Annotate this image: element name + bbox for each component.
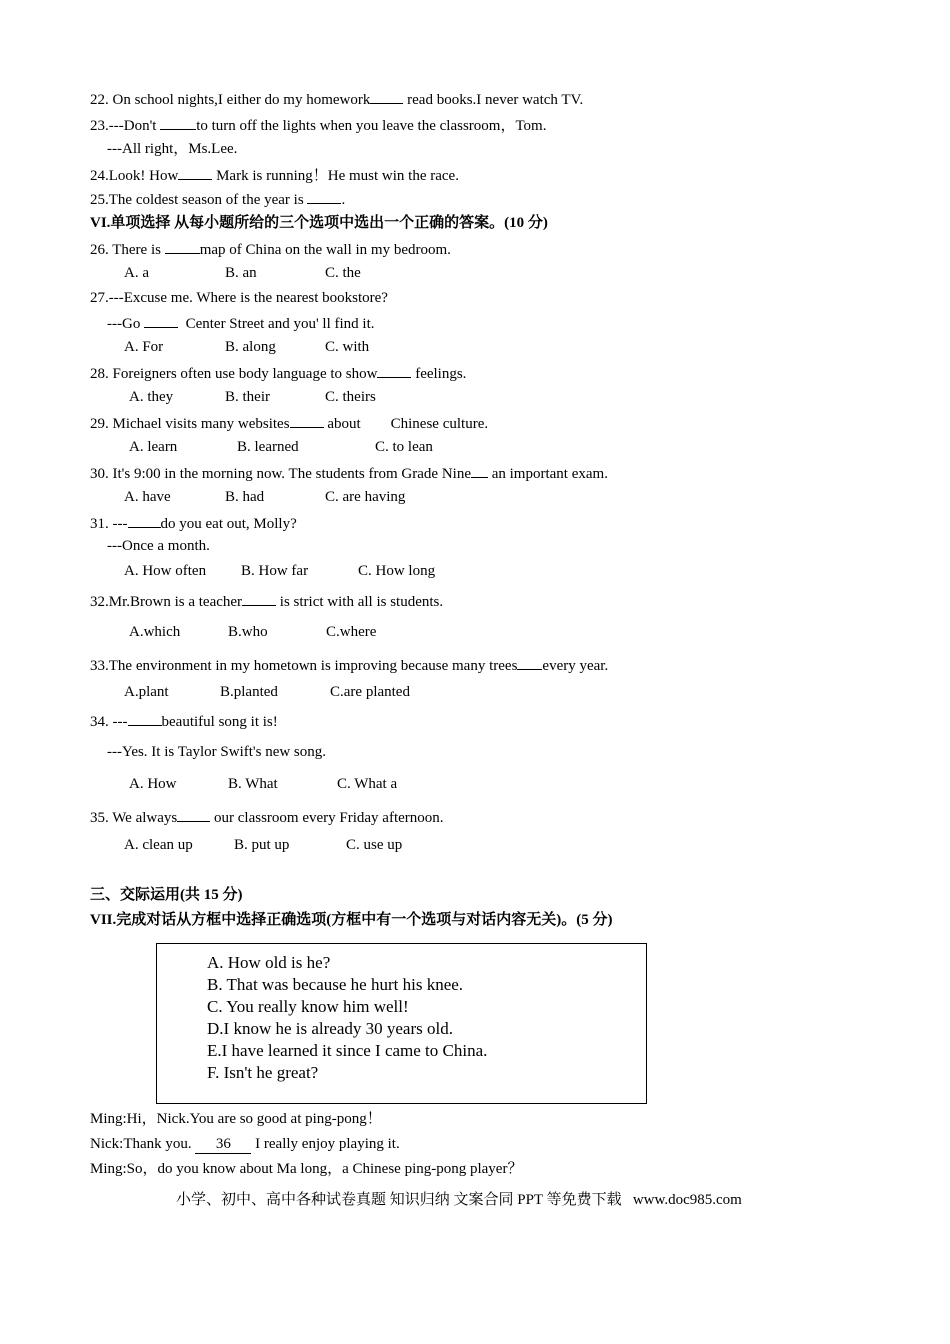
q29-text-b: about Chinese culture. <box>323 416 489 432</box>
q27-text-c: Center Street and you' ll find it. <box>178 316 375 332</box>
question-32 <box>90 591 443 611</box>
q30-option-c: C. are having <box>325 489 406 505</box>
q22-text-a: 22. On school nights,I either do my homework <box>90 92 371 108</box>
q25-text-a: 25.The coldest season of the year is <box>90 192 308 208</box>
q33-text-b: every year. <box>542 658 609 674</box>
q33-text-a: 33.The environment in my hometown is improving because many trees <box>90 658 518 674</box>
blank <box>242 591 276 606</box>
question-29 <box>90 413 488 433</box>
question-31 <box>90 513 297 533</box>
question-23-reply: ---All right，Ms.Lee. <box>107 141 238 157</box>
q34-option-c: C. What a <box>337 776 398 792</box>
q30-text-b: an important exam. <box>487 466 608 482</box>
blank <box>370 89 403 104</box>
q28-option-b: B. their <box>225 389 270 405</box>
q28-text-b: feelings. <box>411 366 467 382</box>
q29-option-c: C. to lean <box>375 439 433 455</box>
q32-text-a: 32.Mr.Brown is a teacher <box>90 594 243 610</box>
q25-text-b: . <box>341 192 346 208</box>
q35-option-c: C. use up <box>346 837 403 853</box>
blank <box>471 463 488 478</box>
q27-option-b: B. along <box>225 339 276 355</box>
q23-text-b: to turn off the lights when you leave the classroom，Tom. <box>196 118 547 134</box>
q31-text-a: 31. --- <box>90 516 128 532</box>
q26-text-b: map of China on the wall in my bedroom. <box>199 242 451 258</box>
dialog-line-2 <box>90 1135 400 1154</box>
blank <box>290 413 324 428</box>
box-option-c: C. You really know him well! <box>207 997 409 1016</box>
q28-option-c: C. theirs <box>325 389 376 405</box>
q27-text-b: ---Go <box>107 316 145 332</box>
q35-text-a: 35. We always <box>90 810 178 826</box>
q31-option-b: B. How far <box>241 563 309 579</box>
blank-36: 36 <box>195 1135 251 1154</box>
q33-option-a: A.plant <box>124 684 169 700</box>
q26-option-a: A. a <box>124 265 149 281</box>
part-3-title: 三、交际运用(共 15 分) <box>90 887 243 903</box>
q30-option-a: A. have <box>124 489 171 505</box>
blank <box>165 239 200 254</box>
box-option-d: D.I know he is already 30 years old. <box>207 1019 453 1038</box>
dialog-line-2-text-a: Nick:Thank you. <box>90 1136 196 1152</box>
q34-option-a: A. How <box>129 776 177 792</box>
q33-option-b: B.planted <box>220 684 278 700</box>
blank <box>144 313 178 328</box>
q29-option-b: B. learned <box>237 439 299 455</box>
question-28 <box>90 363 466 383</box>
q32-option-c: C.where <box>326 624 377 640</box>
question-26 <box>90 239 451 259</box>
q27-option-c: C. with <box>325 339 370 355</box>
question-27-reply <box>107 313 375 333</box>
q27-option-a: A. For <box>124 339 164 355</box>
q29-text-a: 29. Michael visits many websites <box>90 416 290 432</box>
section-6-title: VI.单项选择 从每小题所给的三个选项中选出一个正确的答案。(10 分) <box>90 215 548 231</box>
question-30 <box>90 463 608 483</box>
options-box <box>156 943 647 1104</box>
q30-option-b: B. had <box>225 489 265 505</box>
q33-option-c: C.are planted <box>330 684 410 700</box>
blank <box>307 189 341 204</box>
q32-text-b: is strict with all is students. <box>276 594 444 610</box>
blank <box>177 807 210 822</box>
question-31-reply: ---Once a month. <box>107 538 210 554</box>
q29-option-a: A. learn <box>129 439 178 455</box>
question-22 <box>90 89 583 109</box>
footer-text: 小学、初中、高中各种试卷真题 知识归纳 文案合同 PPT 等免费下载 www.doc985.com <box>176 1192 742 1208</box>
q26-option-b: B. an <box>225 265 257 281</box>
q34-text-a: 34. --- <box>90 714 128 730</box>
box-option-e: E.I have learned it since I came to China. <box>207 1041 488 1060</box>
blank <box>377 363 411 378</box>
q24-text-a: 24.Look! How <box>90 168 179 184</box>
blank <box>128 513 161 528</box>
blank <box>178 165 212 180</box>
question-24 <box>90 165 459 185</box>
q32-option-a: A.which <box>129 624 181 640</box>
q26-option-c: C. the <box>325 265 361 281</box>
box-option-b: B. That was because he hurt his knee. <box>207 975 464 994</box>
q31-option-c: C. How long <box>358 563 436 579</box>
q35-text-b: our classroom every Friday afternoon. <box>210 810 444 826</box>
q23-text-a: 23.---Don't <box>90 118 161 134</box>
question-34 <box>90 711 278 731</box>
question-34-reply: ---Yes. It is Taylor Swift's new song. <box>107 744 327 760</box>
q26-text-a: 26. There is <box>90 242 165 258</box>
q34-text-b: beautiful song it is! <box>161 714 278 730</box>
q24-text-b: Mark is running！He must win the race. <box>212 168 459 184</box>
question-25 <box>90 189 345 209</box>
q32-option-b: B.who <box>228 624 268 640</box>
question-27: 27.---Excuse me. Where is the nearest bookstore? <box>90 290 388 306</box>
q35-option-b: B. put up <box>234 837 290 853</box>
dialog-line-3: Ming:So，do you know about Ma long，a Chinese ping-pong player？ <box>90 1161 523 1177</box>
q30-text-a: 30. It's 9:00 in the morning now. The students from Grade Nine <box>90 466 471 482</box>
question-35 <box>90 807 444 827</box>
box-option-a: A. How old is he? <box>207 953 331 972</box>
box-option-f: F. Isn't he great? <box>207 1063 319 1082</box>
section-7-title: VII.完成对话从方框中选择正确选项(方框中有一个选项与对话内容无关)。(5 分) <box>90 912 613 928</box>
dialog-line-1: Ming:Hi，Nick.You are so good at ping-pong！ <box>90 1111 382 1127</box>
q31-text-b: do you eat out, Molly? <box>160 516 297 532</box>
q34-option-b: B. What <box>228 776 278 792</box>
q28-text-a: 28. Foreigners often use body language to show <box>90 366 378 382</box>
q22-text-b: read books.I never watch TV. <box>403 92 584 108</box>
blank <box>128 711 162 726</box>
q35-option-a: A. clean up <box>124 837 193 853</box>
blank <box>517 655 542 670</box>
question-23 <box>90 115 546 135</box>
blank <box>160 115 196 130</box>
dialog-line-2-text-b: I really enjoy playing it. <box>251 1136 400 1152</box>
question-33 <box>90 655 608 675</box>
q28-option-a: A. they <box>129 389 174 405</box>
q31-option-a: A. How often <box>124 563 207 579</box>
